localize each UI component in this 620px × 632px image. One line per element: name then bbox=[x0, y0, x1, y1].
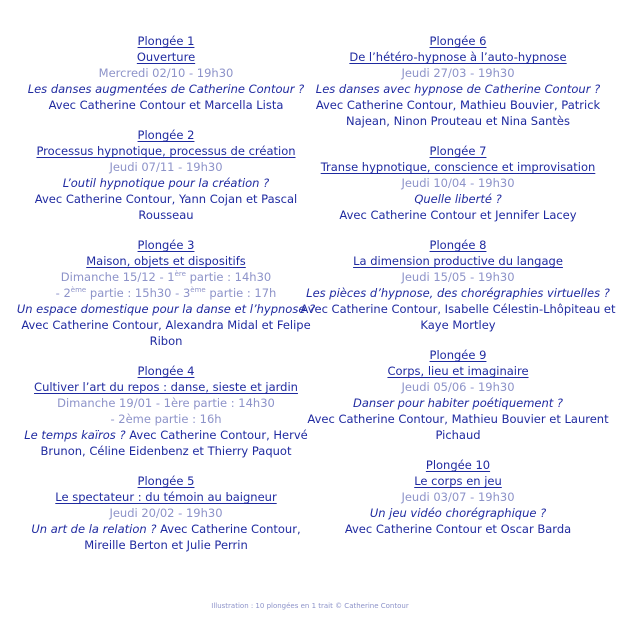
session-question: Un espace domestique pour la danse et l’hypnose ? bbox=[16, 302, 316, 316]
session-question: Quelle liberté ? bbox=[414, 192, 502, 206]
session-date: Jeudi 15/05 - 19h30 bbox=[401, 270, 515, 284]
date-part: partie : 14h30 bbox=[185, 270, 272, 284]
session-participants: Avec Catherine Contour, Yann Cojan et Pascal Rousseau bbox=[34, 192, 298, 222]
session-date: Mercredi 02/10 - 19h30 bbox=[98, 66, 234, 80]
session-question: L’outil hypnotique pour la création ? bbox=[62, 176, 270, 190]
session-question: Un art de la relation ? bbox=[31, 522, 157, 536]
date-part: Dimanche 15/12 - 1 bbox=[60, 270, 175, 284]
session-participants: Avec Catherine Contour, Hervé Brunon, Céline Eidenbenz et Thierry Paquot bbox=[40, 428, 308, 458]
session-date bbox=[16, 269, 316, 285]
ordinal-suffix: ère bbox=[174, 270, 186, 279]
ordinal-suffix: ème bbox=[190, 286, 206, 295]
session-number: Plongée 8 bbox=[429, 238, 487, 252]
session-title: Corps, lieu et imaginaire bbox=[387, 364, 529, 378]
session-9 bbox=[300, 347, 616, 443]
session-question: Le temps kaïros ? bbox=[24, 428, 126, 442]
session-number: Plongée 3 bbox=[137, 238, 195, 252]
session-date: Jeudi 27/03 - 19h30 bbox=[401, 66, 515, 80]
session-5 bbox=[16, 473, 316, 553]
session-date: Jeudi 07/11 - 19h30 bbox=[109, 160, 223, 174]
session-description bbox=[16, 427, 316, 459]
session-number: Plongée 2 bbox=[137, 128, 195, 142]
session-title: Cultiver l’art du repos : danse, sieste et jardin bbox=[34, 380, 298, 394]
session-number: Plongée 9 bbox=[429, 348, 487, 362]
session-date-continued: - 2ème partie : 16h bbox=[110, 412, 222, 426]
session-number: Plongée 6 bbox=[429, 34, 487, 48]
illustration-credit: Illustration : 10 plongées en 1 trait © Catherine Contour bbox=[211, 602, 409, 610]
date-part: - 2 bbox=[55, 286, 71, 300]
session-participants: Avec Catherine Contour et Marcella Lista bbox=[48, 98, 284, 112]
session-title: Ouverture bbox=[136, 50, 196, 64]
session-question: Les danses augmentées de Catherine Contour ? bbox=[27, 82, 305, 96]
session-description bbox=[300, 285, 616, 333]
session-title: Maison, objets et dispositifs bbox=[86, 254, 246, 268]
session-date: Jeudi 05/06 - 19h30 bbox=[401, 380, 515, 394]
session-participants: Avec Catherine Contour, Alexandra Midal et Felipe Ribon bbox=[21, 318, 311, 348]
session-6 bbox=[300, 33, 616, 129]
session-date: Jeudi 10/04 - 19h30 bbox=[401, 176, 515, 190]
session-date-continued bbox=[16, 285, 316, 301]
session-date: Dimanche 19/01 - 1ère partie : 14h30 bbox=[57, 396, 275, 410]
session-10 bbox=[300, 457, 616, 537]
session-number: Plongée 10 bbox=[425, 458, 491, 472]
session-7 bbox=[300, 143, 616, 223]
session-title: Transe hypnotique, conscience et improvisation bbox=[320, 160, 596, 174]
session-date: Jeudi 20/02 - 19h30 bbox=[109, 506, 223, 520]
session-number: Plongée 1 bbox=[137, 34, 195, 48]
right-column bbox=[300, 33, 616, 551]
session-date: Jeudi 03/07 - 19h30 bbox=[401, 490, 515, 504]
session-description bbox=[16, 521, 316, 553]
session-question: Les danses avec hypnose de Catherine Contour ? bbox=[315, 82, 601, 96]
ordinal-suffix: ème bbox=[70, 286, 87, 295]
session-4 bbox=[16, 363, 316, 459]
session-question: Un jeu vidéo chorégraphique ? bbox=[369, 506, 547, 520]
session-number: Plongée 7 bbox=[429, 144, 487, 158]
session-title: Le corps en jeu bbox=[414, 474, 502, 488]
session-2 bbox=[16, 127, 316, 223]
session-participants: Avec Catherine Contour, Mathieu Bouvier, Patrick Najean, Ninon Prouteau et Nina Santès bbox=[315, 98, 601, 128]
session-title: Processus hypnotique, processus de création bbox=[36, 144, 296, 158]
session-question: Les pièces d’hypnose, des chorégraphies virtuelles ? bbox=[306, 286, 610, 300]
session-participants: Avec Catherine Contour, Isabelle Célestin-Lhôpiteau et Kaye Mortley bbox=[300, 302, 616, 332]
date-part: partie : 15h30 - 3 bbox=[86, 286, 191, 300]
session-title: La dimension productive du langage bbox=[353, 254, 563, 268]
session-1 bbox=[16, 33, 316, 113]
session-question: Danser pour habiter poétiquement ? bbox=[352, 396, 564, 410]
session-participants: Avec Catherine Contour et Oscar Barda bbox=[344, 522, 572, 536]
session-title: Le spectateur : du témoin au baigneur bbox=[55, 490, 277, 504]
session-3 bbox=[16, 237, 316, 349]
session-participants: Avec Catherine Contour, Mireille Berton et Julie Perrin bbox=[84, 522, 301, 552]
session-description bbox=[16, 301, 316, 349]
session-8 bbox=[300, 237, 616, 333]
session-title: De l’hétéro-hypnose à l’auto-hypnose bbox=[349, 50, 567, 64]
session-participants: Avec Catherine Contour et Jennifer Lacey bbox=[339, 208, 577, 222]
session-participants: Avec Catherine Contour, Mathieu Bouvier et Laurent Pichaud bbox=[307, 412, 609, 442]
left-column bbox=[16, 33, 316, 567]
date-part: partie : 17h bbox=[205, 286, 277, 300]
session-number: Plongée 4 bbox=[137, 364, 195, 378]
session-number: Plongée 5 bbox=[137, 474, 195, 488]
